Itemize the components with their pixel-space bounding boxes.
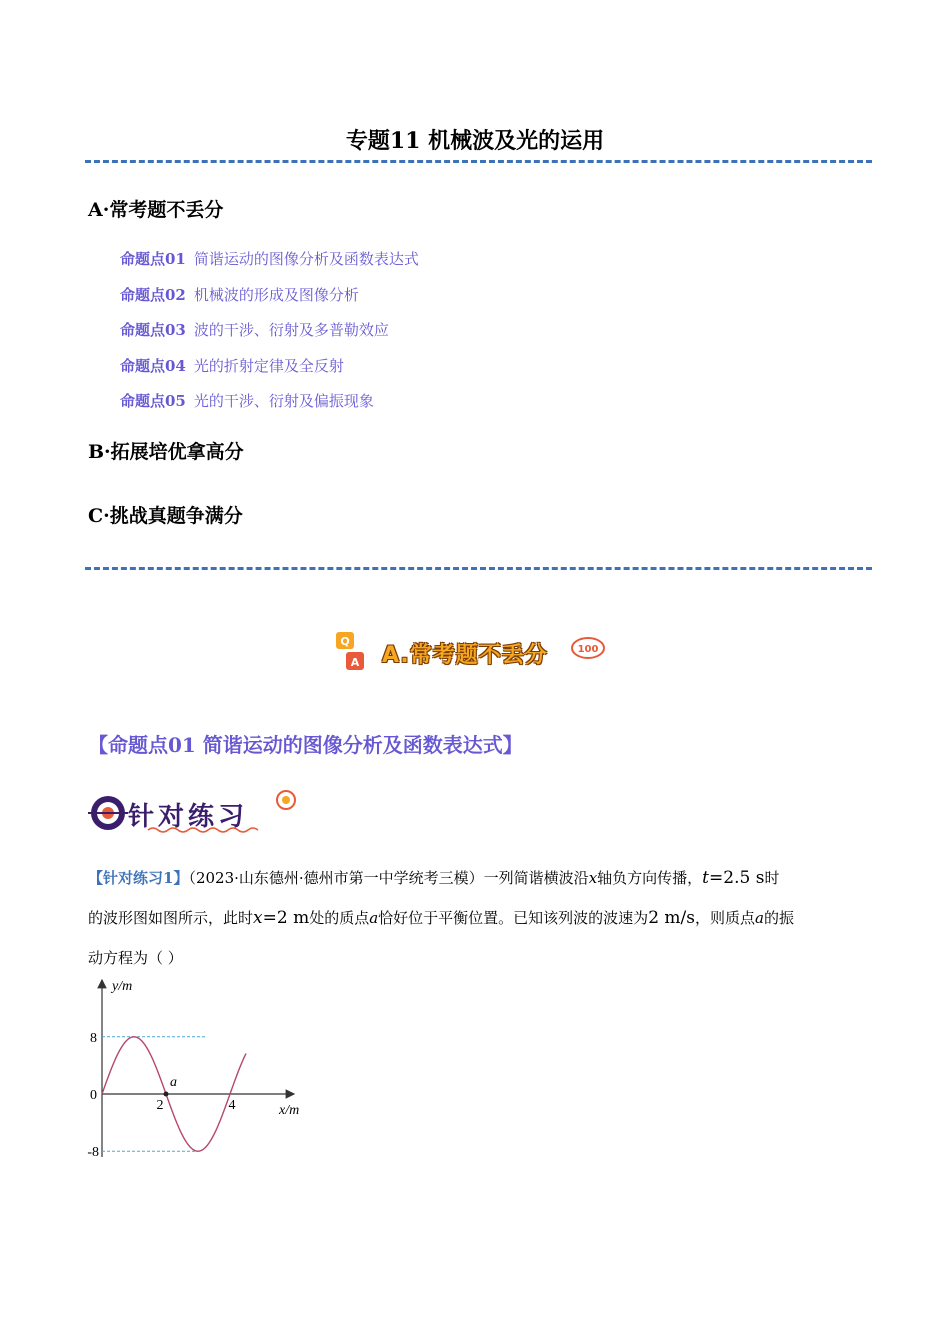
a-badge-text: A xyxy=(350,656,360,669)
math-value-t: =2.5 s xyxy=(709,868,765,888)
section-a-heading: A·常考题不丢分 xyxy=(88,199,224,221)
question-part: 一列简谐横波沿 xyxy=(483,869,589,887)
math-value-v: 2 m/s xyxy=(648,908,695,928)
question-part: ，则质点 xyxy=(694,909,755,927)
y-axis-label: y/m xyxy=(112,979,133,994)
toc-item-text: 光的干涉、衍射及偏振现象 xyxy=(193,392,374,410)
x-axis-label: x/m xyxy=(279,1103,300,1118)
toc-item-02[interactable] xyxy=(120,284,359,305)
x-tick-label: 4 xyxy=(228,1098,236,1113)
question-part: 轴负方向传播， xyxy=(597,869,703,887)
math-value-x: =2 m xyxy=(262,908,310,928)
question-source: （2023·山东德州·德州市第一中学统考三模） xyxy=(188,869,484,887)
q-badge-text: Q xyxy=(340,635,350,648)
divider-bottom xyxy=(85,567,872,570)
question-part: 的振 xyxy=(763,909,794,927)
divider-top xyxy=(85,160,872,163)
y-tick-label: 8 xyxy=(90,1030,97,1046)
wave-chart xyxy=(82,972,322,1167)
question-part: 恰好位于平衡位置。已知该列波的波速为 xyxy=(378,909,649,927)
question-part: 动方程为（ ） xyxy=(88,949,183,967)
toc-item-num: 命题点01 xyxy=(120,250,186,268)
toc-item-05[interactable] xyxy=(120,390,374,411)
toc-item-text: 波的干涉、衍射及多普勒效应 xyxy=(193,321,389,339)
toc-item-text: 简谐运动的图像分析及函数表达式 xyxy=(193,250,419,268)
score-text: 100 xyxy=(577,644,599,655)
toc-item-03[interactable] xyxy=(120,319,389,340)
page-title: 专题11 机械波及光的运用 xyxy=(345,128,605,154)
banner-title: A.常考题不丢分 xyxy=(382,643,548,668)
math-var-t: t xyxy=(702,868,710,888)
toc-item-text: 光的折射定律及全反射 xyxy=(193,357,344,375)
section-b-heading: B·拓展培优拿高分 xyxy=(88,441,244,463)
section-c-heading: C·挑战真题争满分 xyxy=(88,505,243,527)
x-tick-label: 2 xyxy=(156,1098,164,1113)
toc-item-num: 命题点03 xyxy=(120,321,186,339)
y-tick-label: -8 xyxy=(87,1145,99,1161)
question-label: 【针对练习1】 xyxy=(88,869,189,887)
toc-item-04[interactable] xyxy=(120,355,344,376)
question-part: 时 xyxy=(764,869,780,887)
toc-item-num: 命题点05 xyxy=(120,392,186,410)
math-var-x: x xyxy=(253,908,263,928)
question-text xyxy=(88,858,868,978)
math-var-a: a xyxy=(369,909,379,927)
toc-item-text: 机械波的形成及图像分析 xyxy=(193,286,359,304)
question-part: 处的质点 xyxy=(309,909,370,927)
point-heading: 【命题点01 简谐运动的图像分析及函数表达式】 xyxy=(88,733,523,757)
math-var-a: a xyxy=(755,909,764,927)
point-a-marker xyxy=(164,1092,169,1097)
toc-item-num: 命题点02 xyxy=(120,286,186,304)
question-part: 的波形图如图所示，此时 xyxy=(88,909,254,927)
point-a-label: a xyxy=(170,1075,177,1090)
math-var-x: x xyxy=(588,869,598,887)
practice-badge-text: 针对练习 xyxy=(128,802,249,832)
toc-item-01[interactable] xyxy=(120,248,419,269)
toc-item-num: 命题点04 xyxy=(120,357,186,375)
y-tick-label: 0 xyxy=(90,1088,97,1103)
